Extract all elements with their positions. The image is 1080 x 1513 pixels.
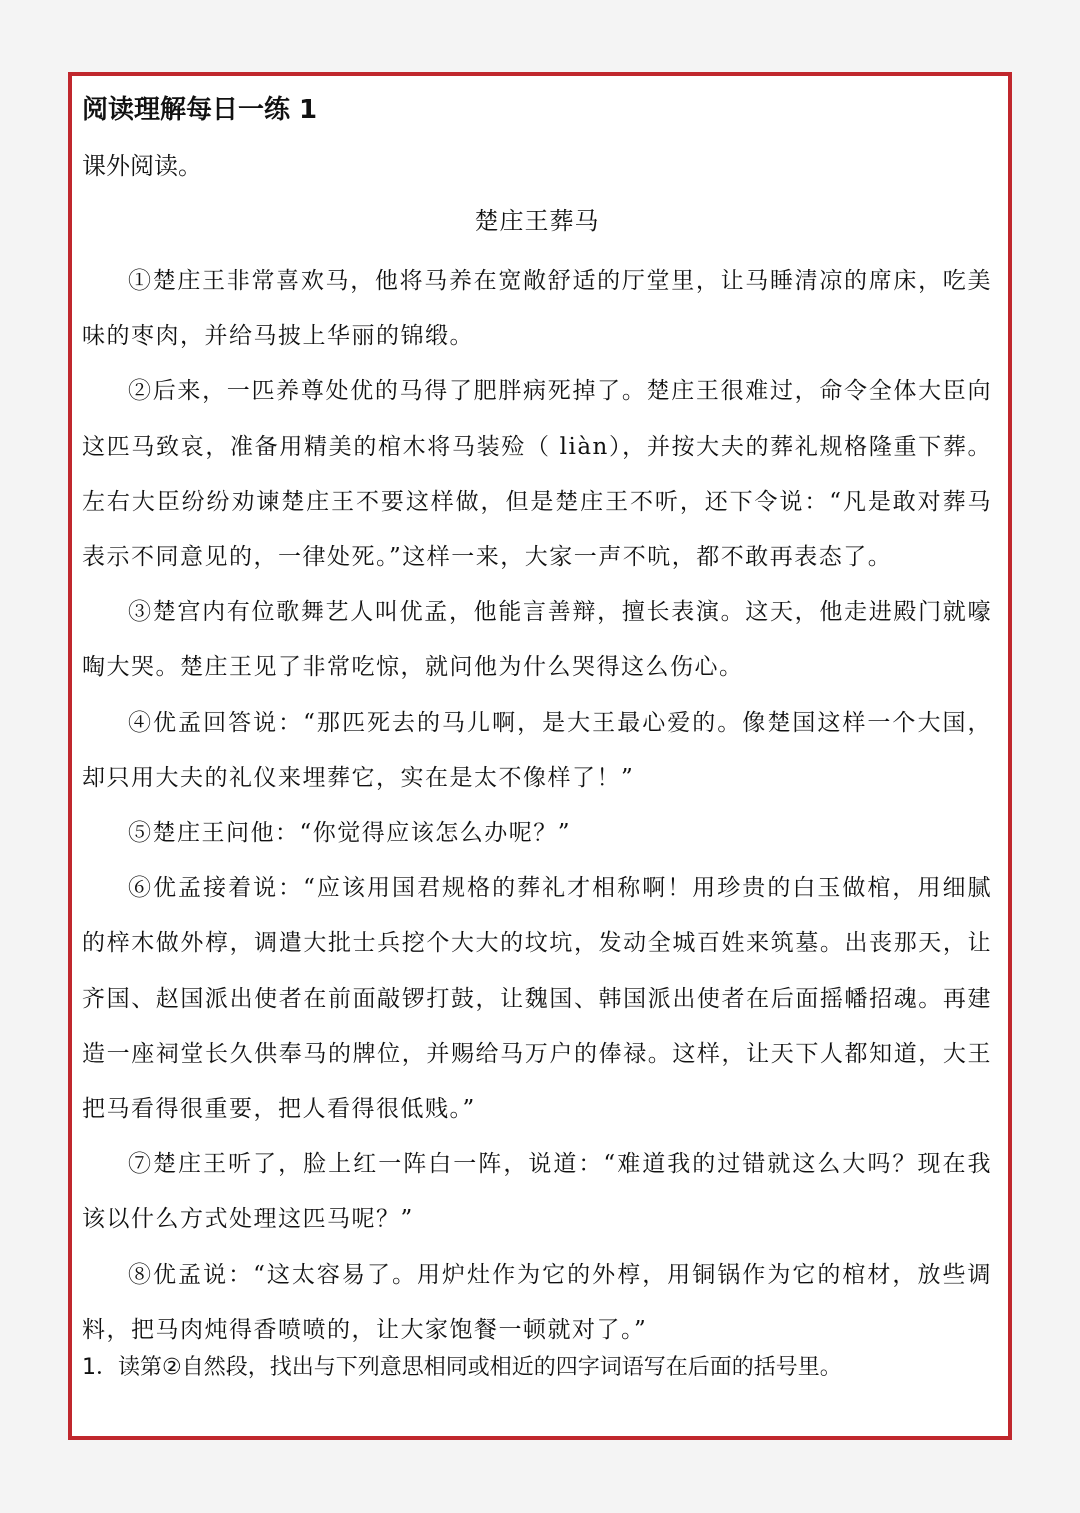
paragraph-8: ⑧优孟说：“这太容易了。用炉灶作为它的外椁，用铜锅作为它的棺材，放些调料，把马肉炖得香喷喷的，让大家饱餐一顿就对了。”: [82, 1261, 992, 1343]
passage-title: 楚庄王葬马: [474, 207, 600, 235]
worksheet-frame: [68, 72, 1012, 1440]
question-1: 1．读第②自然段，找出与下列意思相同或相近的四字词语写在后面的括号里。: [82, 1355, 842, 1380]
paragraph-1: ①楚庄王非常喜欢马，他将马养在宽敞舒适的厅堂里，让马睡清凉的席床，吃美味的枣肉，并给马披上华丽的锦缎。: [82, 268, 992, 350]
paragraph-3: ③楚宫内有位歌舞艺人叫优孟，他能言善辩，擅长表演。这天，他走进殿门就嚎啕大哭。楚庄王见了非常吃惊，就问他为什么哭得这么伤心。: [82, 599, 992, 681]
paragraph-2: ②后来，一匹养尊处优的马得了肥胖病死掉了。楚庄王很难过，命令全体大臣向这匹马致哀，准备用精美的棺木将马装殓（ liàn），并按大夫的葬礼规格隆重下葬。左右大臣纷纷劝谏楚庄王不要这样做，但是楚庄王不听，还下令说：“凡是敢对葬马表示不同意见的，一律处死。”这样一来，大家一声不吭，都不敢再表态了。: [82, 378, 992, 571]
worksheet-heading: 阅读理解每日一练 1: [82, 95, 318, 125]
instruction-text: 课外阅读。: [82, 152, 202, 180]
paragraph-4: ④优孟回答说：“那匹死去的马儿啊，是大王最心爱的。像楚国这样一个大国，却只用大夫的礼仪来埋葬它，实在是太不像样了！”: [82, 709, 992, 791]
paragraph-7: ⑦楚庄王听了，脸上红一阵白一阵，说道：“难道我的过错就这么大吗？现在我该以什么方式处理这匹马呢？”: [82, 1151, 992, 1233]
passage-body: [82, 254, 992, 1358]
paragraph-6: ⑥优孟接着说：“应该用国君规格的葬礼才相称啊！用珍贵的白玉做棺，用细腻的梓木做外椁，调遣大批士兵挖个大大的坟坑，发动全城百姓来筑墓。出丧那天，让齐国、赵国派出使者在前面敲锣打鼓，让魏国、韩国派出使者在后面摇幡招魂。再建造一座祠堂长久供奉马的牌位，并赐给马万户的俸禄。这样，让天下人都知道，大王把马看得很重要，把人看得很低贱。”: [82, 875, 992, 1123]
paragraph-5: ⑤楚庄王问他：“你觉得应该怎么办呢？”: [128, 820, 572, 847]
